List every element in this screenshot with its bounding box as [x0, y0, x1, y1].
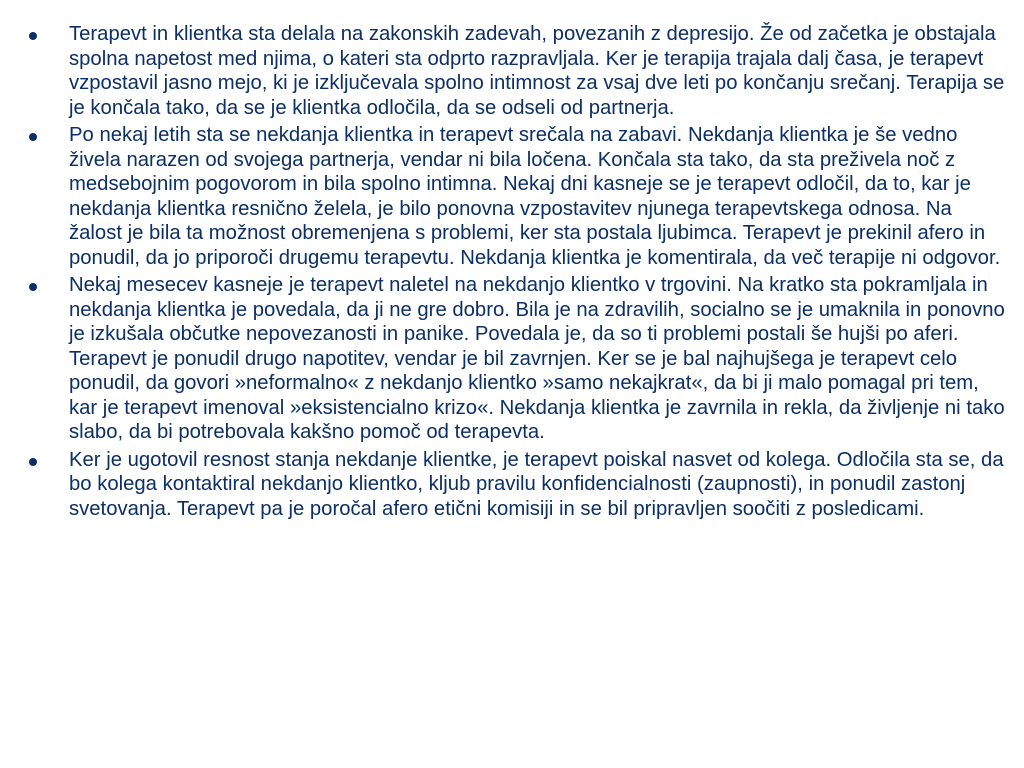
bullet-text: Terapevt in klientka sta delala na zakonskih zadevah, povezanih z depresijo. Že od začetka je obstajala spolna napetost med njima, o kateri sta odprto razpravljala. Ker je terapija trajala dalj časa, je terapevt vzpostavil jasno mejo, ki je izključevala spolno intimnost za vsaj dve leti po končanju srečanj. Terapija se je končala tako, da se je klientka odločila, da se odseli od partnerja. — [69, 23, 1005, 119]
bullet-dot-icon — [29, 283, 37, 291]
bullet-text: Ker je ugotovil resnost stanja nekdanje klientke, je terapevt poiskal nasvet od kolega. Odločila sta se, da bo kolega kontaktiral nekdanjo klientko, kljub pravilu konfidencialnosti (zaupnosti), in ponudil zastonj svetovanja. Terapevt pa je poročal afero etični komisiji in se bil pripravljen soočiti z posledicami. — [69, 448, 1004, 520]
bullet-dot-icon — [29, 458, 37, 466]
bullet-text: Po nekaj letih sta se nekdanja klientka in terapevt srečala na zabavi. Nekdanja klientka je še vedno živela narazen od svojega partnerja, vendar ni bila ločena. Končala sta tako, da sta preživela noč z medsebojnim pogovorom in bila spolno intimna. Nekaj dni kasneje se je terapevt odločil, da to, kar je nekdanja klientka resnično želela, je bilo ponovna vzpostavitev njunega terapevtskega odnosa. Na žalost je bila ta možnost obremenjena s problemi, ker sta postala ljubimca. Terapevt je prekinil afero in ponudil, da jo priporoči drugemu terapevtu. Nekdanja klientka je komentirala, da več terapije ni odgovor. — [69, 124, 1001, 269]
bullet-dot-icon — [29, 32, 37, 40]
bullet-item — [26, 273, 1010, 445]
bullet-item — [26, 123, 1010, 270]
bullet-text: Nekaj mesecev kasneje je terapevt naletel na nekdanjo klientko v trgovini. Na kratko sta pokramljala in nekdanja klientka je povedala, da ji ne gre dobro. Bila je na zdravilih, socialno se je umaknila in ponovno je izkušala občutke nepovezanosti in panike. Povedala je, da so ti problemi postali še hujši po aferi. Terapevt je ponudil drugo napotitev, vendar je bil zavrnjen. Ker se je bal najhujšega je terapevt celo ponudil, da govori »neformalno« z nekdanjo klientko »samo nekajkrat«, da bi ji malo pomagal pri tem, kar je terapevt imenoval »eksistencialno krizo«. Nekdanja klientka je zavrnila in rekla, da življenje ni tako slabo, da bi potrebovala kakšno pomoč od terapevta. — [69, 274, 1005, 443]
bullet-item — [26, 22, 1010, 120]
bullet-item — [26, 448, 1010, 522]
bullet-list — [26, 22, 1010, 521]
bullet-dot-icon — [29, 133, 37, 141]
